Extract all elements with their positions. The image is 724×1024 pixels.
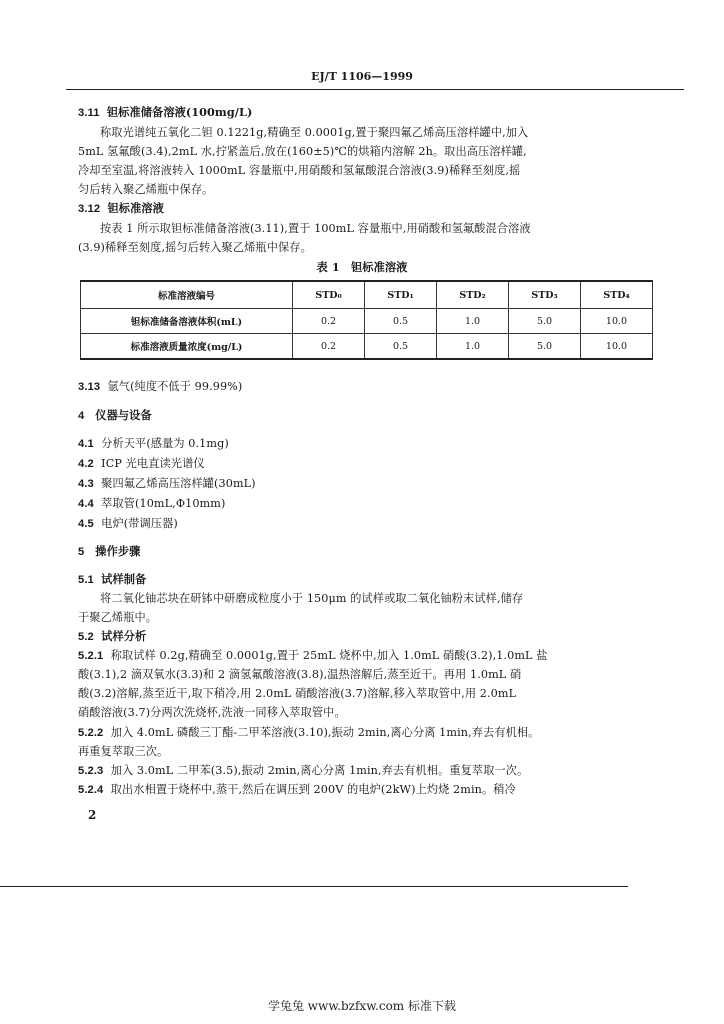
table-row [81,334,653,360]
table-header-cell: STD₃ [509,281,581,309]
item-number: 4.2 [78,458,94,470]
table-cell: 0.5 [365,309,437,334]
table-cell: 10.0 [581,309,653,334]
item-text: 聚四氟乙烯高压溶样罐(30mL) [101,477,256,490]
paragraph-line: 冷却至室温,将溶液转入 1000mL 容量瓶中,用硝酸和氢氟酸混合溶液(3.9)稀释至刻度,摇 [78,164,521,177]
section-number: 5.2.3 [78,765,104,777]
paragraph-line: 酸(3.1),2 滴双氧水(3.3)和 2 滴氢氟酸溶液(3.8),温热溶解后,蒸至近干。再用 1.0mL 硝 [78,668,522,681]
paragraph-5-2-3 [78,762,528,778]
paragraph-text: 加入 3.0mL 二甲苯(3.5),振动 2min,离心分离 1min,弃去有机相。重复萃取一次。 [110,764,529,777]
list-item [78,455,205,471]
table-cell: 钽标准储备溶液体积(mL) [81,309,293,334]
item-number: 4.1 [78,438,94,450]
paragraph-line: 5mL 氢氟酸(3.4),2mL 水,拧紧盖后,放在(160±5)℃的烘箱内溶解 2h。取出高压溶样罐, [78,145,527,158]
list-item [78,495,225,511]
item-number: 4.4 [78,498,94,510]
section-number: 3.11 [78,107,100,119]
section-title: 钽标准溶液 [107,201,164,215]
standard-solution-table [80,280,653,360]
section-number: 4 [78,410,85,422]
table-header-cell: STD₄ [581,281,653,309]
table-header-cell: STD₀ [293,281,365,309]
paragraph-5-2-2-line [78,724,539,740]
table-cell: 0.2 [293,334,365,360]
table-cell: 标准溶液质量浓度(mg/L) [81,334,293,360]
paragraph-line: 按表 1 所示取钽标准储备溶液(3.11),置于 100mL 容量瓶中,用硝酸和氢氟酸混合溶液 [100,222,531,235]
section-4-heading [78,407,152,423]
table-row [81,309,653,334]
table-cell: 10.0 [581,334,653,360]
list-item [78,515,178,531]
paragraph-text: 取出水相置于烧杯中,蒸干,然后在调压到 200V 的电炉(2kW)上灼烧 2min。稍冷 [110,783,516,796]
paragraph-line: 酸(3.2)溶解,蒸至近干,取下稍冷,用 2.0mL 硝酸溶液(3.7)溶解,移入萃取管中,用 2.0mL [78,687,517,700]
footer-divider [0,886,628,887]
paragraph-line: (3.9)稀释至刻度,摇匀后转入聚乙烯瓶中保存。 [78,241,312,254]
section-number: 5.2.1 [78,650,104,662]
section-5-1-heading [78,571,146,587]
table-cell: 5.0 [509,309,581,334]
header-divider [66,89,684,90]
table-header-row [81,281,653,309]
table-header-cell: STD₁ [365,281,437,309]
table-cell: 0.2 [293,309,365,334]
item-number: 4.3 [78,478,94,490]
section-number: 3.12 [78,203,101,215]
paragraph-line: 于聚乙烯瓶中。 [78,611,158,624]
table-header-cell: STD₂ [437,281,509,309]
section-number: 5.2.4 [78,784,104,796]
section-title: 操作步骤 [95,544,141,558]
section-number: 5 [78,546,85,558]
section-title: 仪器与设备 [95,408,152,422]
site-watermark: 学兔兔 www.bzfxw.com 标准下载 [267,999,457,1013]
item-text: ICP 光电直读光谱仪 [101,457,205,470]
section-5-2-heading [78,628,146,644]
paragraph-line: 匀后转入聚乙烯瓶中保存。 [78,183,214,196]
section-number: 3.13 [78,381,101,393]
section-title: 试样制备 [101,572,147,586]
paragraph-5-2-4 [78,781,516,797]
section-number: 5.1 [78,574,94,586]
table-caption: 表 1 钽标准溶液 [316,260,408,274]
section-title: 钽标准储备溶液(100mg/L) [106,105,253,119]
paragraph-text: 称取试样 0.2g,精确至 0.0001g,置于 25mL 烧杯中,加入 1.0mL 硝酸(3.2),1.0mL 盐 [110,649,548,662]
item-text: 分析天平(感量为 0.1mg) [101,437,229,450]
table-cell: 5.0 [509,334,581,360]
paragraph-line: 再重复萃取三次。 [78,745,169,758]
paragraph-line: 硝酸溶液(3.7)分两次洗烧杯,洗液一同移入萃取管中。 [78,706,346,719]
standard-number-header: EJ/T 1106—1999 [311,70,413,83]
list-item [78,475,256,491]
paragraph-text: 加入 4.0mL 磷酸三丁酯-二甲苯溶液(3.10),振动 2min,离心分离 1min,弃去有机相。 [110,726,540,739]
section-5-heading [78,543,140,559]
section-3-11-heading [78,104,252,120]
table-cell: 1.0 [437,309,509,334]
paragraph-line: 将二氧化铀芯块在研钵中研磨成粒度小于 150μm 的试样或取二氧化铀粉末试样,储存 [100,592,524,605]
list-item [78,435,229,451]
section-text: 氩气(纯度不低于 99.99%) [107,380,243,393]
section-3-13 [78,378,242,394]
section-number: 5.2 [78,631,94,643]
section-title: 试样分析 [101,629,147,643]
section-number: 5.2.2 [78,727,104,739]
item-number: 4.5 [78,518,94,530]
table-cell: 0.5 [365,334,437,360]
paragraph-line: 称取光谱纯五氧化二钽 0.1221g,精确至 0.0001g,置于聚四氟乙烯高压溶样罐中,加入 [100,126,529,139]
item-text: 萃取管(10mL,Φ10mm) [101,497,226,510]
item-text: 电炉(带调压器) [101,517,178,530]
section-3-12-heading [78,200,164,216]
page-number: 2 [88,808,97,822]
table-header-cell: 标准溶液编号 [81,281,293,309]
table-cell: 1.0 [437,334,509,360]
paragraph-5-2-1-line [78,647,548,663]
